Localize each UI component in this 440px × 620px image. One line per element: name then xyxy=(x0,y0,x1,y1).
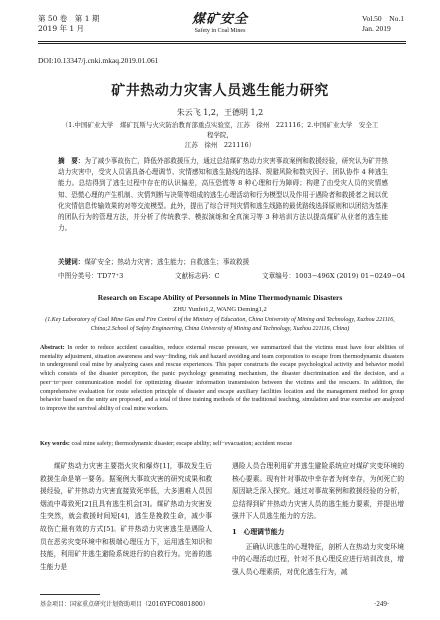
keywords-cn xyxy=(58,257,388,267)
journal-issue-info-en xyxy=(362,14,404,34)
abstract-cn xyxy=(58,156,388,234)
page-number: ·249· xyxy=(374,600,390,608)
classification-number: 中图分类号：TD77⁺3 xyxy=(58,272,124,280)
keywords-en xyxy=(40,440,404,449)
body-paragraph: 正确认识逃生的心理特征，剖析人在热动力灾变环境中的心理活动过程，针对不良心理反应进行培训改良，增强人员心理素质，对优化逃生行为，减 xyxy=(232,542,404,576)
body-paragraph: 煤矿热动力灾害主要指火灾和爆炸[1]，事故发生后救援生命是第一要务。据案例大事故灾害的研究成果和救援经验，矿井热动力灾害直接致死率低，大多遇难人员因烟流中毒致死[2]且具有逃生机会[3]。煤矿热动力灾害发生突然，就会救援时间短[4]，逃生是挽救生命，减少事故伤亡最有效的方式[5]。矿井热动力灾害逃生是遇险人员在恶劣灾变环境中和极端心理压力下，运用逃生知识和技能，利用矿井逃生避险系统进行的自救行为。完善的逃生能力是 xyxy=(40,462,212,571)
affiliation-line: 江苏 徐州 221116） xyxy=(184,141,256,149)
keywords-label: 关键词： xyxy=(58,258,85,266)
funding-footnote: 基金项目：国家重点研究计划资助项目（2016YFC0801800） xyxy=(40,601,209,608)
body-column-left xyxy=(40,460,212,573)
footnote-rule xyxy=(40,594,100,595)
paper-title-en: Research on Escape Ability of Personnels in Mine Thermodynamic Disasters xyxy=(97,293,343,302)
doi: DOI:10.13347/j.cnki.mkaq.2019.01.061 xyxy=(38,56,159,65)
volume-issue: 第 50 卷 第 1 期 xyxy=(38,14,100,23)
journal-name-en: Safety in Coal Mines xyxy=(194,28,246,34)
issue-date: 2019 年 1 月 xyxy=(38,24,85,33)
issue-date-en: Jan. 2019 xyxy=(362,24,391,33)
header-rule-thin xyxy=(38,43,406,44)
keywords-text-en: coal mine safety; thermodynamic disaster; escape ability; self−evacuation; accident rescue xyxy=(71,441,293,447)
abstract-en xyxy=(40,344,404,414)
affiliations-en: (1.Key Laboratory of Coal Mine Gas and Fire Control of the Ministry of Education, China University of Mining and Technology, Xuzhou 221116, China;2.School of Safety Engineering, China University of Mining and Technology, Xuzhou 221116, China) xyxy=(45,317,395,332)
authors-en: ZHU Yunfei1,2, WANG Deming1,2 xyxy=(173,306,267,313)
affiliation-line: （1.中国矿业大学 煤矿瓦斯与火灾防治教育部重点实验室，江苏 徐州 221116；2.中国矿业大学 安全工程学院， xyxy=(61,121,379,139)
volume-issue-en: Vol.50 No.1 xyxy=(362,14,404,23)
affiliations xyxy=(60,120,380,150)
paper-title: 矿井热动力灾害人员逃生能力研究 xyxy=(111,83,329,99)
article-number: 文章编号：1003−496X (2019) 01−0249−04 xyxy=(262,272,406,280)
journal-name: 煤矿安全 xyxy=(191,12,248,27)
keywords-label-en: Key words: xyxy=(40,441,70,447)
abstract-label: 摘 要： xyxy=(58,157,85,165)
authors: 朱云飞 1,2，王德明 1,2 xyxy=(176,108,264,117)
abstract-label-en: Abstract: xyxy=(40,345,65,351)
keywords-text: 煤矿安全；热动力灾害；逃生能力；自救逃生；事故救援 xyxy=(84,258,250,266)
section-heading: 1 心理调节能力 xyxy=(232,527,285,536)
body-column-right xyxy=(232,460,404,578)
body-paragraph: 遇险人员合理利用矿井逃生避险系统应对煤矿灾变环境的核心要素。现有针对事故中幸存者为何幸存，为何死亡的原因缺乏深入探究。通过对事故案例和救援经验的分析，总结得到矿井热动力灾害人员的逃生能力要素，并提出增强井下人员逃生能力的方法。 xyxy=(232,462,404,521)
abstract-text-en: In order to reduce accident casualties, reduce external rescue pressure, we summarized that the victims must have four abilities of mentality adjustment, situation awareness and way−finding, risk and hazard avoiding and team corporation to escape from thermodynamic disasters in underground coal mine by analyzing cases and rescue experiences. This paper constructs the escape psychological activity and behavior model which consists of the disaster perception, the panic psychology generating mechanism, the disaster discrimination and the decision, and a peer−to−peer communication model for optimizing disaster information transmission between the victims and the rescuers. In addition, the comprehensive evaluation for route selection principle of disaster and escape auxiliary facilities location and the management method for group behavior based on the unity are proposed, and a total of three training methods of the traditional teaching, simulation and true exercise are analyzed to improve the survival ability of coal mine workers. xyxy=(40,345,404,412)
header-rule xyxy=(38,41,406,42)
document-code: 文献标志码：C xyxy=(175,272,220,280)
abstract-text: 为了减少事故伤亡，降低外部救援压力，通过总结煤矿热动力灾害事故案例和救援经验，研究认为矿井热动力灾害中，受灾人员需具备心理调节、灾情感知和逃生路线的选择、规避风险和数灾因子、团队协作 4 种逃生能力。总结得到了逃生过程中存在的认识偏差，高压恐慌等 8 种心理和行为障碍；构建了由受灾人员的灾情感知、恐慌心理的产生机制、灾情判断与决策等组成的逃生心理活动和行为模型以及作用于遇险者和救援者之间以优化灾情信息传输效果的对等交流模型。此外，提出了综合评判灾情和逃生线路的最优路线选择原则和以团结为基准的团队行为的管理方法，并分析了传统教学、模拟演练和全真演习等 3 种培训方法以提高煤矿从业者的逃生能力。 xyxy=(58,157,389,233)
